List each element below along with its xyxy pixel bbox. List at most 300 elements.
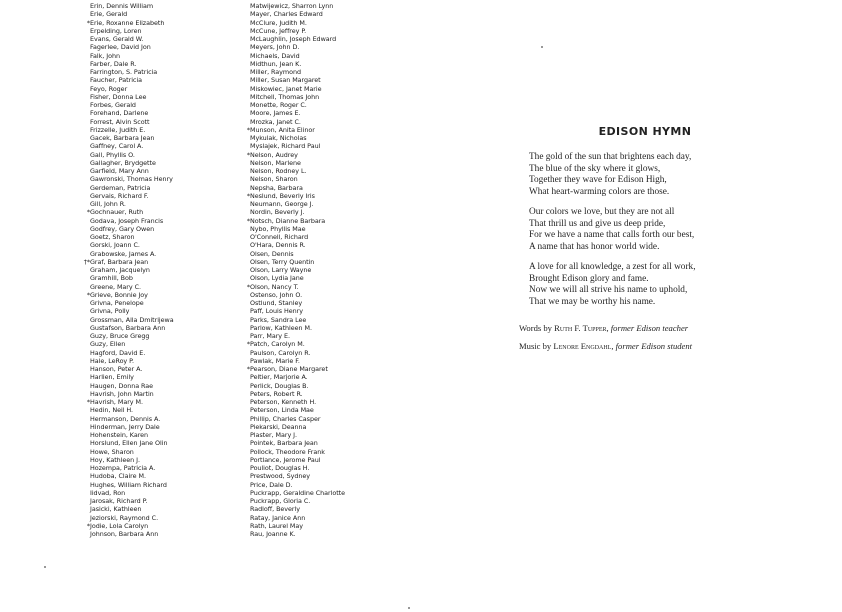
hymn-line: Together they wave for Edison High, bbox=[529, 175, 667, 185]
entry-name: Nelson, Rodney L. bbox=[250, 167, 307, 175]
entry-name: Fisher, Donna Lee bbox=[90, 92, 147, 101]
roster-entry bbox=[240, 27, 390, 35]
roster-entry bbox=[80, 283, 230, 291]
entry-name: Falk, John bbox=[90, 51, 120, 60]
roster-entry bbox=[240, 332, 390, 340]
paper-speck bbox=[408, 607, 410, 609]
roster-entry bbox=[80, 349, 230, 357]
roster-entry bbox=[80, 274, 230, 282]
entry-name: Feyo, Roger bbox=[90, 84, 128, 93]
roster-entry bbox=[80, 497, 230, 505]
entry-name: Nelson, Sharon bbox=[250, 175, 298, 184]
roster-entry bbox=[240, 258, 390, 266]
roster-entry bbox=[80, 19, 230, 27]
roster-entry bbox=[80, 357, 230, 365]
entry-name: Nybo, Phyllis Mae bbox=[250, 224, 306, 233]
roster-entry bbox=[240, 60, 390, 68]
entry-name: Prestwood, Sydney bbox=[250, 472, 310, 481]
roster-entry bbox=[80, 43, 230, 51]
roster-entry bbox=[80, 225, 230, 233]
roster-entry bbox=[80, 439, 230, 447]
roster-entry bbox=[80, 299, 230, 307]
roster-entry bbox=[240, 530, 390, 538]
roster-entry bbox=[80, 316, 230, 324]
entry-name: Pollock, Theodore Frank bbox=[250, 447, 325, 456]
entry-name: Fagerlee, David Jon bbox=[90, 43, 151, 52]
roster-entry bbox=[80, 109, 230, 117]
entry-name: Radloff, Beverly bbox=[250, 505, 300, 514]
entry-marker: * bbox=[246, 340, 250, 349]
roster-entry bbox=[240, 10, 390, 18]
hymn-title: EDISON HYMN bbox=[598, 125, 692, 138]
entry-name: Mitchell, Thomas John bbox=[250, 92, 320, 101]
entry-name: Gill, John R. bbox=[90, 200, 126, 208]
entry-name: Hanson, Peter A. bbox=[90, 365, 143, 373]
roster-entry bbox=[240, 398, 390, 406]
roster-entry bbox=[80, 291, 230, 299]
roster-entry bbox=[240, 241, 390, 249]
credit-prefix: Words by bbox=[519, 323, 552, 333]
entry-name: McCune, Jeffrey P. bbox=[250, 26, 307, 35]
entry-name: Graham, Jacquelyn bbox=[90, 266, 150, 274]
roster-entry bbox=[240, 126, 390, 134]
entry-name: Neumann, George J. bbox=[250, 200, 314, 208]
entry-marker: * bbox=[86, 290, 90, 299]
entry-name: Mykulak, Nicholas bbox=[250, 134, 307, 142]
roster-entry bbox=[240, 365, 390, 373]
entry-name: Peterson, Linda Mae bbox=[250, 406, 314, 415]
roster-entry bbox=[80, 93, 230, 101]
hymn-stanza bbox=[529, 207, 769, 253]
entry-name: Gochnauer, Ruth bbox=[90, 208, 144, 217]
entry-name: Jodie, Lola Carolyn bbox=[90, 521, 149, 530]
roster-entry bbox=[80, 52, 230, 60]
roster-entry bbox=[240, 266, 390, 274]
roster-entry bbox=[80, 217, 230, 225]
hymn-line: Our colors we love, but they are not all bbox=[529, 207, 675, 217]
entry-name: Gustafson, Barbara Ann bbox=[90, 323, 166, 332]
entry-marker: * bbox=[86, 18, 90, 27]
entry-name: Hinderman, Jerry Dale bbox=[90, 422, 160, 431]
roster-entry bbox=[240, 76, 390, 84]
roster-entry bbox=[240, 68, 390, 76]
roster-entry bbox=[240, 274, 390, 282]
roster-entry bbox=[240, 390, 390, 398]
roster-entry bbox=[80, 10, 230, 18]
entry-name: Nelson, Marlene bbox=[250, 158, 301, 167]
entry-name: Gawronski, Thomas Henry bbox=[90, 175, 173, 184]
roster-entry bbox=[80, 431, 230, 439]
roster-entry bbox=[80, 184, 230, 192]
entry-name: Goetz, Sharon bbox=[90, 233, 135, 241]
entry-name: Hermanson, Dennis A. bbox=[90, 414, 161, 423]
roster-entry bbox=[240, 357, 390, 365]
hymn-line: That we may be worthy his name. bbox=[529, 296, 656, 307]
entry-name: Garfield, Mary Ann bbox=[90, 167, 149, 175]
roster-entry bbox=[80, 250, 230, 258]
roster-entry bbox=[80, 373, 230, 381]
entry-name: Munson, Anita Elinor bbox=[250, 125, 315, 134]
roster-entry bbox=[80, 423, 230, 431]
entry-name: Pearson, Diane Margaret bbox=[250, 365, 328, 373]
paper-speck bbox=[44, 566, 46, 568]
entry-name: Puckrapp, Geraldine Charlotte bbox=[250, 488, 346, 497]
entry-marker: * bbox=[246, 282, 250, 291]
entry-marker: * bbox=[246, 191, 250, 200]
entry-name: O'Hara, Dennis R. bbox=[250, 241, 306, 250]
entry-name: Price, Dale D. bbox=[250, 480, 293, 489]
roster-entry bbox=[80, 382, 230, 390]
hymn-line: A name that has honor world wide. bbox=[529, 241, 660, 252]
entry-name: Forrest, Alvin Scott bbox=[90, 117, 150, 126]
roster-entry bbox=[240, 52, 390, 60]
entry-name: Ostlund, Stanley bbox=[250, 299, 303, 307]
entry-name: Midthun, Jean K. bbox=[250, 59, 302, 68]
entry-name: Parlow, Kathleen M. bbox=[250, 323, 312, 332]
composer-name: Lenore Engdahl bbox=[553, 341, 612, 351]
roster-entry bbox=[80, 192, 230, 200]
entry-marker: * bbox=[86, 521, 90, 530]
hymn-stanza bbox=[529, 262, 769, 308]
entry-name: Patch, Carolyn M. bbox=[250, 340, 305, 349]
entry-name: Olson, Larry Wayne bbox=[250, 266, 312, 274]
entry-name: Erin, Dennis William bbox=[90, 2, 154, 10]
roster-entry bbox=[80, 530, 230, 538]
entry-name: Greene, Mary C. bbox=[90, 282, 141, 291]
hymn-stanza bbox=[529, 152, 769, 198]
music-credit: Music by Lenore Engdahl, former Edison student bbox=[519, 341, 693, 351]
entry-name: Hohenstein, Karen bbox=[90, 431, 149, 439]
entry-name: Olsen, Terry Quentin bbox=[250, 257, 315, 266]
entry-name: Piekarski, Deanna bbox=[250, 422, 307, 431]
entry-name: Graf, Barbara Jean bbox=[90, 257, 149, 266]
entry-name: Pouliot, Douglas H. bbox=[250, 464, 310, 472]
entry-name: Michaels, David bbox=[250, 51, 300, 60]
roster-entry bbox=[80, 151, 230, 159]
roster-entry bbox=[240, 448, 390, 456]
roster-entry bbox=[240, 415, 390, 423]
roster-entry bbox=[80, 134, 230, 142]
entry-name: Havrish, Mary M. bbox=[90, 398, 143, 406]
roster-entry bbox=[240, 472, 390, 480]
roster-entry bbox=[80, 332, 230, 340]
entry-name: Hozempa, Patricia A. bbox=[90, 464, 156, 472]
roster-entry bbox=[80, 266, 230, 274]
entry-name: Notsch, Dianne Barbara bbox=[250, 216, 326, 225]
paper-speck bbox=[541, 46, 543, 48]
entry-name: Farber, Dale R. bbox=[90, 59, 137, 68]
roster-entry bbox=[240, 217, 390, 225]
roster-entry bbox=[80, 2, 230, 10]
entry-name: Grieve, Bonnie Joy bbox=[90, 290, 148, 299]
entry-name: Hudoba, Claire M. bbox=[90, 472, 146, 481]
hymn-line: What heart-warming colors are those. bbox=[529, 186, 670, 197]
entry-name: Miller, Raymond bbox=[250, 68, 301, 76]
roster-entry bbox=[240, 464, 390, 472]
entry-marker: * bbox=[246, 365, 250, 373]
roster-entry bbox=[80, 101, 230, 109]
entry-name: Perlick, Douglas B. bbox=[250, 381, 309, 390]
entry-name: Hagford, David E. bbox=[90, 348, 146, 357]
entry-name: Olson, Lydia Jane bbox=[250, 274, 304, 283]
entry-name: McClure, Judith M. bbox=[250, 18, 307, 27]
roster-entry bbox=[240, 101, 390, 109]
entry-name: Haugen, Donna Rae bbox=[90, 381, 154, 390]
hymn-line: Now we will all strive his name to uphold, bbox=[529, 285, 688, 295]
roster-entry bbox=[80, 340, 230, 348]
entry-name: Gorski, Joann C. bbox=[90, 241, 140, 250]
entry-name: Harlien, Emily bbox=[90, 373, 134, 382]
roster-entry bbox=[240, 175, 390, 183]
entry-name: Forehand, Darlene bbox=[90, 109, 149, 118]
entry-name: Puckrapp, Gloria C. bbox=[250, 497, 311, 505]
entry-name: Jasicki, Kathleen bbox=[90, 505, 142, 514]
entry-name: Grabowske, James A. bbox=[90, 249, 157, 258]
lyricist-role: former Edison teacher bbox=[610, 323, 689, 333]
roster-entry bbox=[240, 324, 390, 332]
entry-name: Jarosak, Richard P. bbox=[90, 497, 148, 505]
entry-name: Jeziorski, Raymond C. bbox=[90, 513, 159, 522]
entry-name: Gaffney, Carol A. bbox=[90, 142, 144, 151]
roster-entry bbox=[80, 208, 230, 216]
roster-entry bbox=[240, 307, 390, 315]
entry-name: Godava, Joseph Francis bbox=[90, 216, 164, 225]
roster-entry bbox=[240, 85, 390, 93]
entry-name: Peterson, Kenneth H. bbox=[250, 398, 317, 406]
roster-entry bbox=[240, 151, 390, 159]
roster-entry bbox=[80, 60, 230, 68]
hymn-line: That thrill us and give us deep pride, bbox=[529, 218, 666, 229]
roster-entry bbox=[240, 299, 390, 307]
roster-entry bbox=[80, 68, 230, 76]
roster-entry bbox=[80, 415, 230, 423]
lyricist-name: Ruth F. Tupper bbox=[554, 323, 607, 333]
roster-entry bbox=[80, 324, 230, 332]
entry-name: Hughes, William Richard bbox=[90, 480, 167, 489]
hymn-line: A love for all knowledge, a zest for all work, bbox=[529, 262, 696, 272]
entry-marker: * bbox=[246, 125, 250, 134]
entry-name: Gerdeman, Patricia bbox=[90, 183, 151, 192]
entry-name: Miskowiec, Janet Marie bbox=[250, 84, 322, 93]
entry-name: Grivna, Penelope bbox=[90, 299, 144, 307]
roster-entry bbox=[80, 456, 230, 464]
entry-name: Gallagher, Brydgette bbox=[90, 158, 156, 167]
roster-entry bbox=[240, 481, 390, 489]
roster-entry bbox=[240, 134, 390, 142]
roster-entry bbox=[80, 241, 230, 249]
entry-name: Ratay, Janice Ann bbox=[250, 513, 306, 522]
roster-entry bbox=[80, 398, 230, 406]
entry-name: Phillip, Charles Casper bbox=[250, 414, 321, 423]
roster-entry bbox=[240, 382, 390, 390]
entry-name: Faucher, Patricia bbox=[90, 76, 142, 85]
entry-name: Johnson, Barbara Ann bbox=[90, 530, 159, 538]
entry-name: Gramhill, Bob bbox=[90, 274, 133, 283]
entry-name: Godfrey, Gary Owen bbox=[90, 224, 155, 233]
hymn-line: The gold of the sun that brightens each day, bbox=[529, 152, 692, 162]
roster-entry bbox=[80, 522, 230, 530]
entry-name: Howe, Sharon bbox=[90, 447, 134, 456]
entry-name: Hedin, Neil H. bbox=[90, 406, 134, 415]
entry-name: Neslund, Beverly Iris bbox=[250, 191, 315, 200]
roster-entry bbox=[240, 109, 390, 117]
roster-entry bbox=[80, 27, 230, 35]
entry-name: Mrozka, Janet C. bbox=[250, 117, 301, 126]
hymn-line: The blue of the sky where it glows, bbox=[529, 163, 661, 174]
roster-entry bbox=[240, 406, 390, 414]
entry-marker: * bbox=[246, 150, 250, 159]
name-list-column-1 bbox=[80, 2, 230, 538]
composer-role: former Edison student bbox=[615, 341, 693, 351]
entry-name: Pointek, Barbara Jean bbox=[250, 439, 318, 448]
roster-entry bbox=[240, 35, 390, 43]
roster-entry bbox=[240, 283, 390, 291]
roster-entry bbox=[240, 142, 390, 150]
roster-entry bbox=[80, 142, 230, 150]
words-credit: Words by Ruth F. Tupper, former Edison teacher bbox=[519, 323, 689, 333]
roster-entry bbox=[240, 250, 390, 258]
roster-entry bbox=[80, 200, 230, 208]
roster-entry bbox=[80, 258, 230, 266]
roster-entry bbox=[240, 118, 390, 126]
roster-entry bbox=[80, 233, 230, 241]
entry-name: Guzy, Ellen bbox=[90, 340, 126, 349]
roster-entry bbox=[80, 406, 230, 414]
entry-name: Farrington, S. Patricia bbox=[90, 68, 158, 76]
entry-name: Frizzelle, Judith E. bbox=[90, 125, 146, 134]
entry-name: Ostenso, John O. bbox=[250, 290, 303, 299]
roster-entry bbox=[80, 514, 230, 522]
roster-entry bbox=[240, 43, 390, 51]
roster-entry bbox=[80, 126, 230, 134]
entry-name: Erie, Roxanne Elizabeth bbox=[90, 18, 165, 27]
roster-entry bbox=[80, 175, 230, 183]
entry-name: Meyers, John D. bbox=[250, 43, 300, 52]
entry-name: Nepsha, Barbara bbox=[250, 183, 303, 192]
roster-entry bbox=[80, 76, 230, 84]
entry-name: McLaughlin, Joseph Edward bbox=[250, 35, 337, 43]
credit-prefix: Music by bbox=[519, 341, 552, 351]
entry-name: Peltier, Marjorie A. bbox=[250, 373, 308, 382]
roster-entry bbox=[240, 167, 390, 175]
roster-entry bbox=[80, 35, 230, 43]
entry-name: Gacek, Barbara Jean bbox=[90, 134, 155, 142]
entry-name: Hoy, Kathleen J. bbox=[90, 455, 140, 464]
roster-entry bbox=[240, 159, 390, 167]
entry-name: Plaster, Mary J. bbox=[250, 431, 297, 439]
entry-marker: * bbox=[86, 208, 90, 217]
roster-entry bbox=[240, 431, 390, 439]
entry-name: Grivna, Polly bbox=[90, 307, 130, 316]
roster-entry bbox=[240, 489, 390, 497]
roster-entry bbox=[80, 159, 230, 167]
entry-name: Rau, Joanne K. bbox=[250, 530, 296, 538]
hymn-line: For we have a name that calls forth our best, bbox=[529, 230, 695, 240]
name-list-column-2 bbox=[240, 2, 390, 538]
entry-name: Grossman, Alla Dmitrijewa bbox=[90, 315, 174, 324]
roster-entry bbox=[240, 184, 390, 192]
roster-entry bbox=[80, 167, 230, 175]
entry-marker: * bbox=[246, 216, 250, 225]
roster-entry bbox=[80, 448, 230, 456]
entry-name: Erie, Gerald bbox=[90, 10, 128, 19]
entry-name: Gervais, Richard F. bbox=[90, 191, 149, 200]
roster-entry bbox=[240, 200, 390, 208]
entry-name: Olsen, Dennis bbox=[250, 249, 294, 258]
entry-name: Forbes, Gerald bbox=[90, 101, 136, 109]
roster-entry bbox=[80, 118, 230, 126]
roster-entry bbox=[240, 225, 390, 233]
entry-name: Monette, Roger C. bbox=[250, 101, 307, 109]
roster-entry bbox=[80, 481, 230, 489]
roster-entry bbox=[240, 2, 390, 10]
entry-name: Paff, Louis Henry bbox=[250, 307, 303, 316]
entry-name: Miller, Susan Margaret bbox=[250, 76, 321, 85]
entry-name: Mayer, Charles Edward bbox=[250, 10, 323, 19]
roster-entry bbox=[240, 456, 390, 464]
roster-entry bbox=[240, 514, 390, 522]
roster-entry bbox=[240, 373, 390, 381]
roster-entry bbox=[240, 192, 390, 200]
entry-name: Evans, Gerald W. bbox=[90, 35, 144, 43]
entry-name: Guzy, Bruce Gregg bbox=[90, 332, 150, 340]
roster-entry bbox=[80, 307, 230, 315]
roster-entry bbox=[240, 349, 390, 357]
roster-entry bbox=[240, 423, 390, 431]
entry-name: Peters, Robert R. bbox=[250, 389, 303, 398]
entry-name: Gall, Phyllis O. bbox=[90, 150, 135, 159]
roster-entry bbox=[240, 208, 390, 216]
roster-entry bbox=[240, 19, 390, 27]
hymn-line: Brought Edison glory and fame. bbox=[529, 273, 649, 284]
entry-name: Portlance, Jerome Paul bbox=[250, 455, 321, 464]
entry-name: Iidvad, Ron bbox=[90, 488, 126, 497]
entry-name: Horslund, Ellen Jane Olin bbox=[90, 439, 168, 448]
entry-name: Erpelding, Loren bbox=[90, 26, 142, 35]
roster-entry bbox=[80, 85, 230, 93]
roster-entry bbox=[80, 489, 230, 497]
roster-entry bbox=[240, 522, 390, 530]
entry-name: Moore, James E. bbox=[250, 109, 301, 118]
entry-name: Matwijewicz, Sharron Lynn bbox=[250, 2, 334, 10]
roster-entry bbox=[240, 505, 390, 513]
roster-entry bbox=[80, 390, 230, 398]
entry-name: Nelson, Audrey bbox=[250, 150, 298, 159]
entry-marker: †* bbox=[83, 257, 90, 266]
entry-name: Parks, Sandra Lee bbox=[250, 315, 307, 324]
roster-entry bbox=[240, 316, 390, 324]
entry-name: O'Connell, Richard bbox=[250, 233, 309, 241]
roster-entry bbox=[240, 233, 390, 241]
entry-name: Parr, Mary E. bbox=[250, 332, 290, 340]
entry-name: Olson, Nancy T. bbox=[250, 282, 299, 291]
entry-name: Hale, LeRoy P. bbox=[90, 356, 134, 365]
roster-entry bbox=[240, 439, 390, 447]
entry-name: Pawlak, Marie F. bbox=[250, 356, 300, 365]
roster-entry bbox=[80, 365, 230, 373]
entry-name: Paulson, Carolyn R. bbox=[250, 348, 311, 357]
entry-name: Nordin, Beverly J. bbox=[250, 208, 305, 217]
roster-entry bbox=[80, 505, 230, 513]
entry-name: Rath, Laurel May bbox=[250, 521, 303, 530]
entry-name: Myslajek, Richard Paul bbox=[250, 142, 321, 151]
entry-name: Havrish, John Martin bbox=[90, 389, 154, 398]
entry-marker: * bbox=[86, 398, 90, 406]
roster-entry bbox=[80, 464, 230, 472]
roster-entry bbox=[240, 340, 390, 348]
roster-entry bbox=[240, 291, 390, 299]
roster-entry bbox=[240, 497, 390, 505]
